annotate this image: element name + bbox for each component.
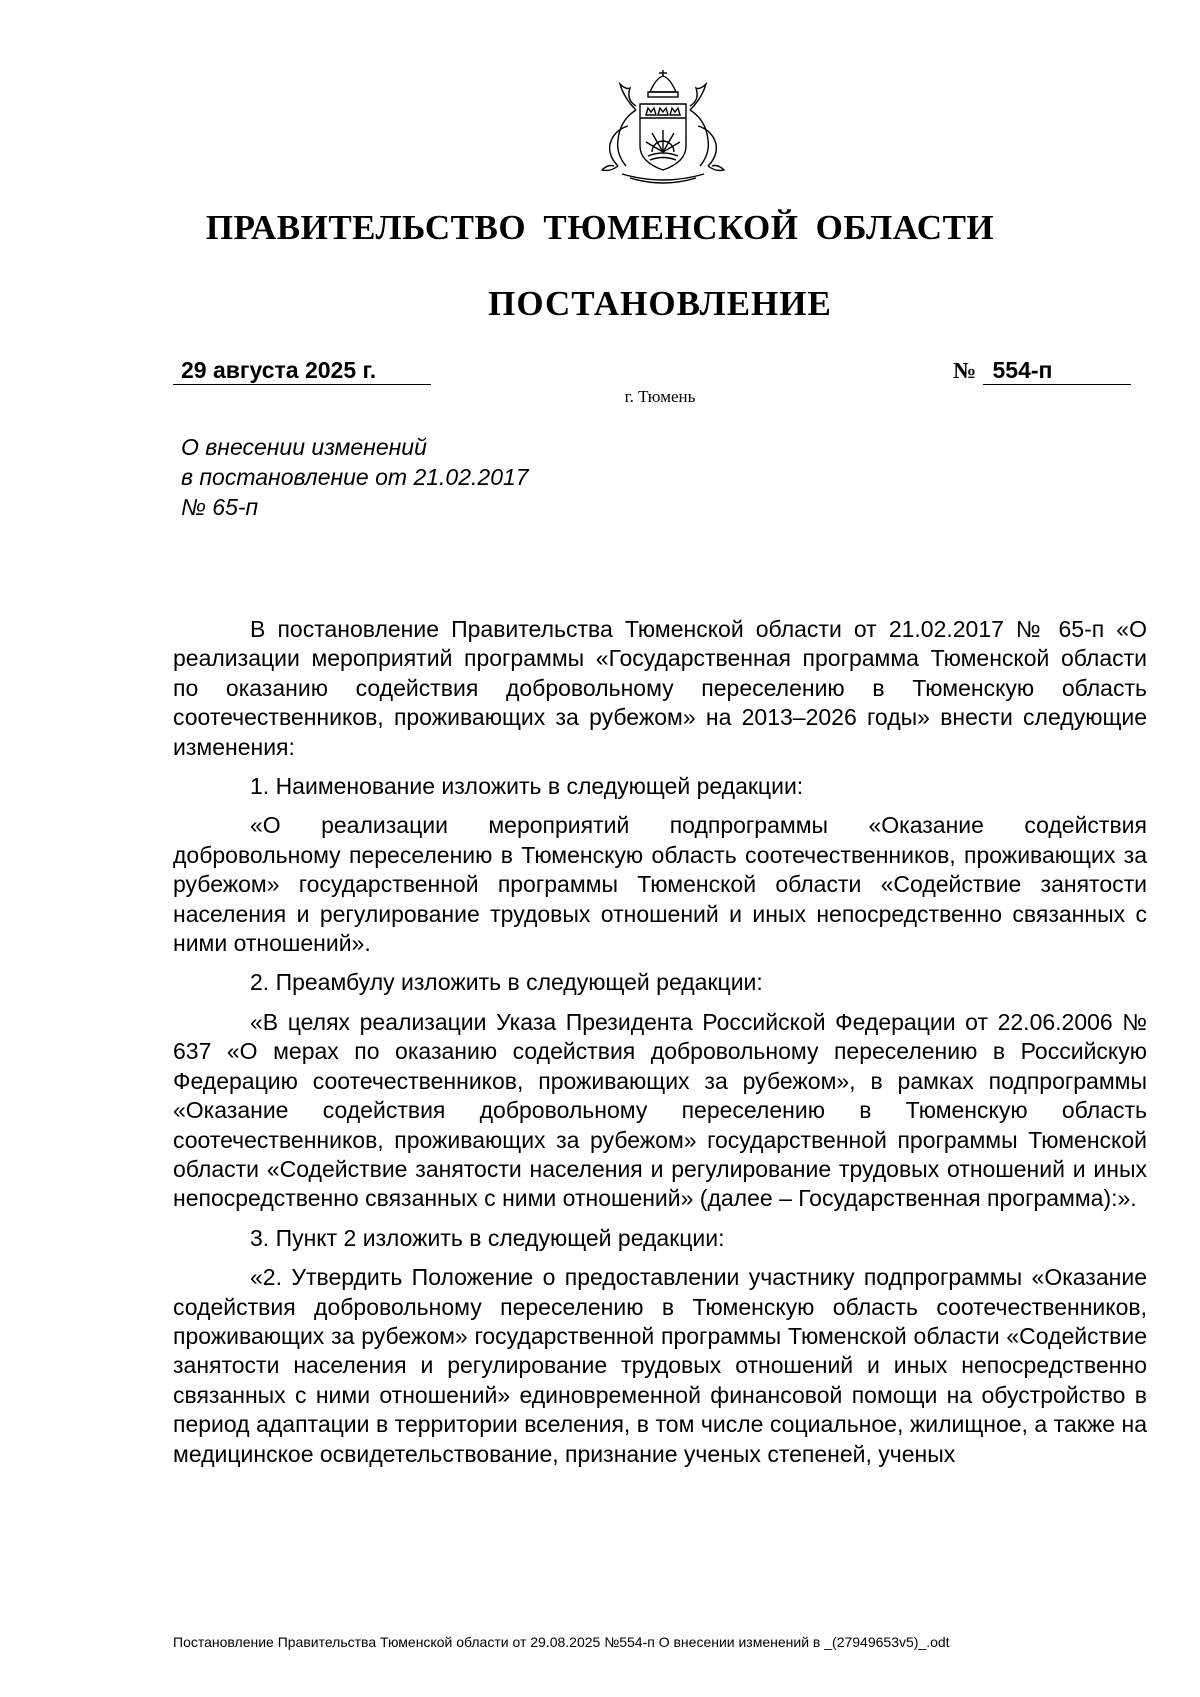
document-date: 29 августа 2025 г.: [173, 356, 431, 385]
coat-of-arms-icon: [596, 70, 730, 185]
body-paragraph: «О реализации мероприятий подпрограммы «Оказание содействия добровольному переселению в Тюменскую область соотечественников, проживающих за рубежом» государственной программы Тюменской области «Содействие занятости населения и регулирование трудовых отношений и иных непосредственно связанных с ними отношений».: [173, 812, 1147, 957]
document-number: 554-п: [983, 356, 1131, 385]
document-subject: [181, 432, 529, 522]
body-paragraph: «В целях реализации Указа Президента Российской Федерации от 22.06.2006 № 637 «О мерах по оказанию содействия добровольному переселению в Российскую Федерацию соотечественников, проживающих за рубежом», в рамках подпрограммы «Оказание содействия добровольному переселению в Тюменскую область соотечественников, проживающих за рубежом» государственной программы Тюменской области «Содействие занятости населения и регулирование трудовых отношений и иных непосредственно связанных с ними отношений» (далее – Государственная программа):».: [173, 1008, 1147, 1212]
number-sign: №: [953, 358, 977, 383]
body-paragraph: В постановление Правительства Тюменской области от 21.02.2017 № 65-п «О реализации мероприятий программы «Государственная программа Тюменской области по оказанию содействия добровольному переселению в Тюменскую область соотечественников, проживающих за рубежом» на 2013–2026 годы» внести следующие изменения:: [173, 616, 1147, 760]
subject-line: О внесении изменений: [181, 434, 427, 460]
subject-line: № 65-п: [181, 494, 259, 520]
document-number-field: [953, 356, 1138, 385]
body-paragraph: 3. Пункт 2 изложить в следующей редакции:: [250, 1224, 725, 1251]
body-paragraph: 2. Преамбулу изложить в следующей редакции:: [250, 969, 763, 996]
body-paragraph: 1. Наименование изложить в следующей редакции:: [250, 773, 804, 800]
document-city: г. Тюмень: [624, 387, 696, 406]
subject-line: в постановление от 21.02.2017: [181, 464, 529, 490]
organization-title: ПРАВИТЕЛЬСТВО ТЮМЕНСКОЙ ОБЛАСТИ: [205, 208, 995, 247]
document-body: [173, 615, 1147, 1479]
document-footer: Постановление Правительства Тюменской области от 29.08.2025 №554-п О внесении изменений в _(27949653v5)_.odt: [173, 1634, 950, 1650]
body-paragraph: «2. Утвердить Положение о предоставлении участнику подпрограммы «Оказание содействия добровольному переселению в Тюменскую область соотечественников, проживающих за рубежом» государственной программы Тюменской области «Содействие занятости населения и регулирование трудовых отношений и иных непосредственно связанных с ними отношений» единовременной финансовой помощи на обустройство в период адаптации в территории вселения, в том числе социальное, жилищное, а также на медицинское освидетельствование, признание ученых степеней, ученых: [173, 1264, 1147, 1467]
document-type: ПОСТАНОВЛЕНИЕ: [488, 284, 832, 323]
